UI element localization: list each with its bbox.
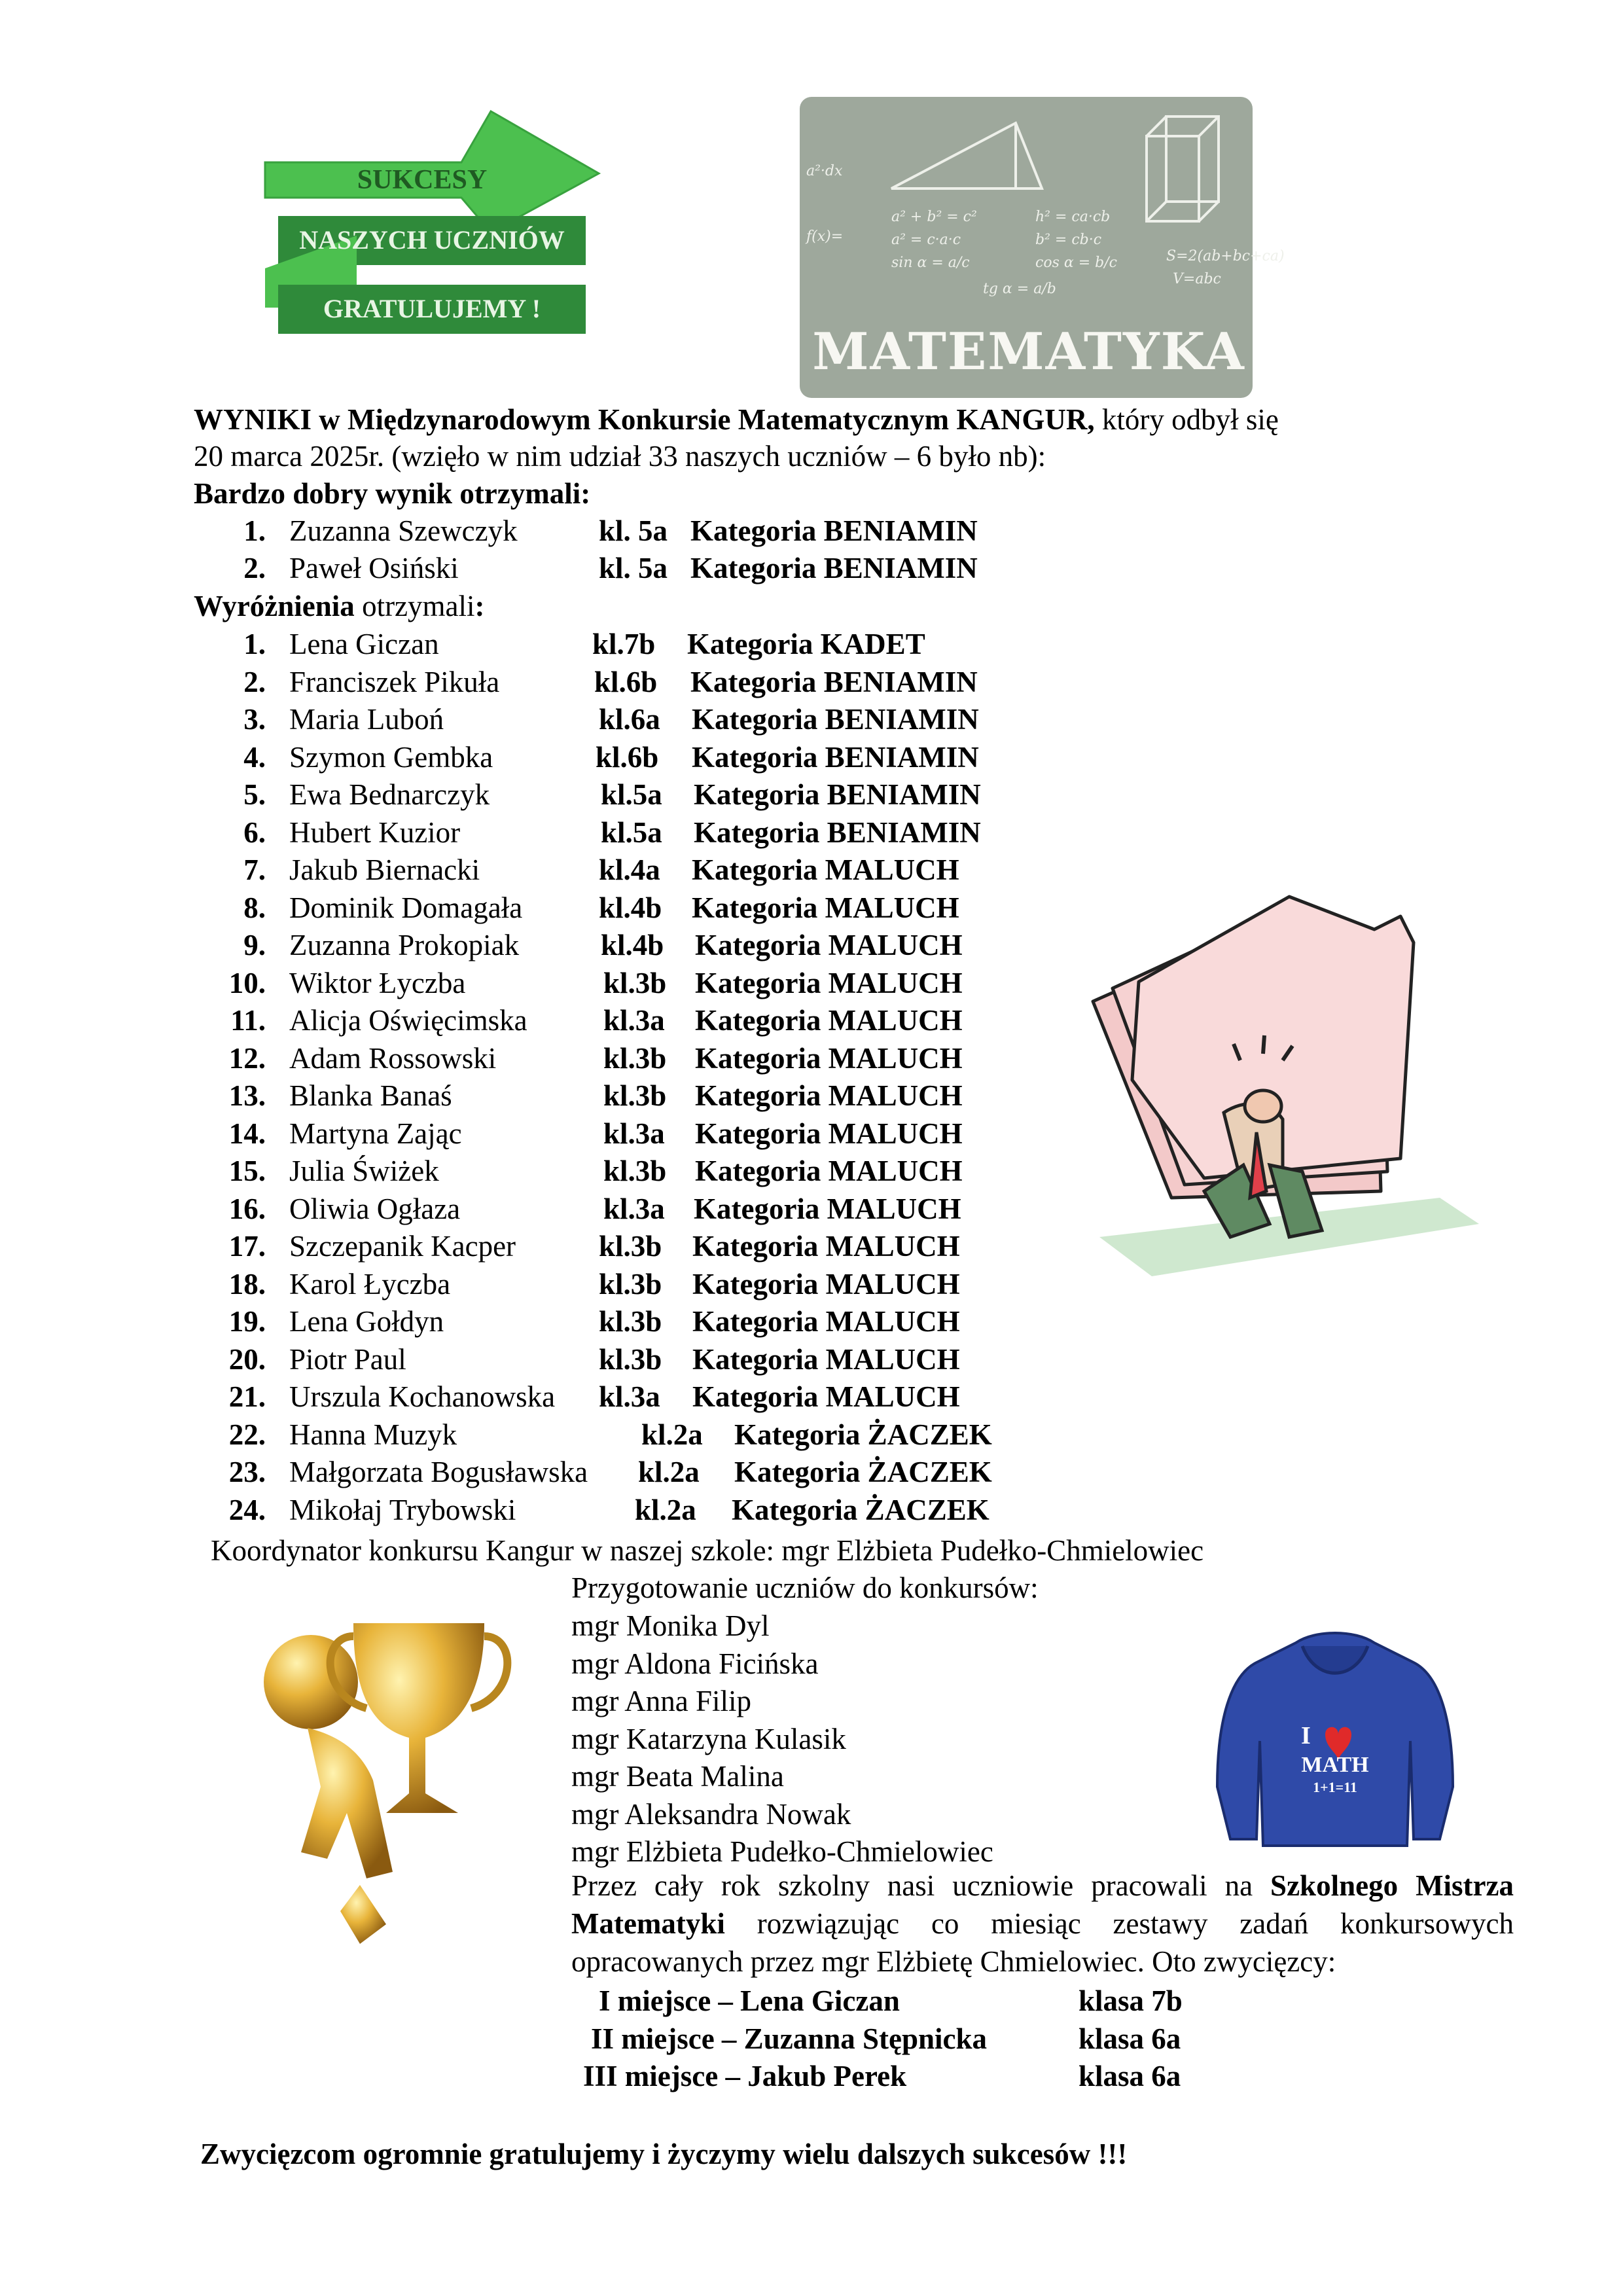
item-number: 8. — [243, 891, 266, 924]
hoodie-text-math: MATH — [1301, 1753, 1369, 1777]
teacher-name: mgr Beata Malina — [571, 1760, 784, 1793]
student-class: kl.3b — [603, 1079, 667, 1112]
student-name: Ewa Bednarczyk — [289, 778, 490, 811]
very-good-heading: Bardzo dobry wynik otrzymali: — [194, 477, 591, 510]
item-number: 9. — [243, 929, 266, 961]
intro-bold: WYNIKI w Międzynarodowym Konkursie Matematycznym KANGUR, — [194, 403, 1095, 436]
master-text-b: rozwiązując co miesiąc zestawy zadań konkursowych opracowanych przez mgr Elżbietę Chmielowiec. Oto zwycięzcy: — [571, 1907, 1514, 1978]
banner-line-1: SUKCESY — [357, 165, 488, 195]
item-number: 19. — [228, 1305, 266, 1338]
student-category: Kategoria MALUCH — [695, 967, 963, 999]
svg-text:S=2(ab+bc+ca): S=2(ab+bc+ca) — [1166, 248, 1285, 264]
master-paragraph — [571, 1867, 1514, 1981]
student-category: Kategoria MALUCH — [692, 1268, 960, 1300]
teacher-name: mgr Anna Filip — [571, 1685, 752, 1717]
winner-class: klasa 6a — [1079, 2022, 1181, 2055]
svg-text:a²·dx: a²·dx — [806, 163, 843, 179]
student-category: Kategoria BENIAMIN — [690, 666, 978, 698]
student-name: Alicja Oświęcimska — [289, 1004, 527, 1037]
intro-line-2: 20 marca 2025r. (wzięło w nim udział 33 naszych uczniów – 6 było nb): — [194, 440, 1046, 473]
student-category: Kategoria MALUCH — [695, 1117, 963, 1150]
student-name: Lena Giczan — [289, 628, 439, 660]
item-number: 21. — [228, 1380, 266, 1413]
closing-congratulations: Zwycięzcom ogromnie gratulujemy i życzymy wielu dalszych sukcesów !!! — [200, 2138, 1128, 2170]
student-name: Szczepanik Kacper — [289, 1230, 516, 1263]
item-number: 15. — [228, 1155, 266, 1187]
winner-place: II miejsce – Zuzanna Stępnicka — [591, 2022, 988, 2055]
winner-class: klasa 6a — [1079, 2060, 1181, 2092]
student-class: kl.2a — [638, 1456, 700, 1488]
student-name: Franciszek Pikuła — [289, 666, 500, 698]
student-name: Oliwia Ogłaza — [289, 1193, 461, 1225]
student-class: kl.3b — [599, 1230, 662, 1263]
item-number: 6. — [243, 816, 266, 849]
student-category: Kategoria MALUCH — [692, 1305, 960, 1338]
item-number: 2. — [243, 552, 266, 584]
item-number: 16. — [228, 1193, 266, 1225]
master-text-a: Przez cały rok szkolny nasi uczniowie pracowali na — [571, 1869, 1271, 1902]
student-category: Kategoria BENIAMIN — [694, 778, 981, 811]
student-class: kl.3a — [599, 1380, 660, 1413]
master-title: Szkolnego Mistrza Matematyki — [571, 1869, 1514, 1940]
student-class: kl.6a — [599, 703, 660, 736]
student-name: Dominik Domagała — [289, 891, 523, 924]
student-class: kl.3b — [599, 1305, 662, 1338]
student-name: Małgorzata Bogusławska — [289, 1456, 588, 1488]
student-name: Paweł Osiński — [289, 552, 459, 584]
student-class: kl.3a — [603, 1004, 665, 1037]
item-number: 13. — [228, 1079, 266, 1112]
teacher-name: mgr Elżbieta Pudełko-Chmielowiec — [571, 1835, 993, 1868]
svg-text:b² = cb·c: b² = cb·c — [1035, 232, 1102, 248]
item-number: 23. — [228, 1456, 266, 1488]
student-name: Wiktor Łyczba — [289, 967, 466, 999]
student-category: Kategoria MALUCH — [692, 891, 959, 924]
svg-text:sin α = a/c: sin α = a/c — [891, 255, 970, 271]
intro-rest: który odbył się — [1094, 403, 1279, 436]
intro-line-1 — [194, 401, 1279, 439]
student-class: kl.7b — [592, 628, 656, 660]
student-category: Kategoria MALUCH — [692, 1380, 960, 1413]
student-category: Kategoria MALUCH — [692, 1230, 960, 1263]
item-number: 12. — [228, 1042, 266, 1075]
student-category: Kategoria MALUCH — [695, 1079, 963, 1112]
teacher-name: mgr Aldona Ficińska — [571, 1647, 819, 1680]
preparation-heading: Przygotowanie uczniów do konkursów: — [571, 1571, 1039, 1604]
student-category: Kategoria BENIAMIN — [694, 816, 981, 849]
student-category: Kategoria MALUCH — [692, 853, 959, 886]
student-class: kl.2a — [641, 1418, 703, 1451]
student-name: Zuzanna Szewczyk — [289, 514, 518, 547]
student-class: kl.4b — [601, 929, 664, 961]
math-chalkboard-image — [800, 97, 1285, 398]
svg-text:a² = c·a·c: a² = c·a·c — [891, 232, 961, 248]
banner-line-3: GRATULUJEMY ! — [323, 294, 541, 323]
student-class: kl.4b — [599, 891, 662, 924]
item-number: 22. — [228, 1418, 266, 1451]
item-number: 3. — [243, 703, 266, 736]
student-name: Lena Gołdyn — [289, 1305, 444, 1338]
winner-place: I miejsce – Lena Giczan — [599, 1984, 900, 2017]
item-number: 18. — [228, 1268, 266, 1300]
distinction-heading-rest: otrzymali — [354, 590, 475, 622]
distinction-heading-colon: : — [474, 590, 485, 622]
trophy-graphic — [262, 1597, 524, 1950]
student-class: kl.6b — [594, 666, 658, 698]
banner-line-2: NASZYCH UCZNIÓW — [299, 225, 565, 255]
student-name: Karol Łyczba — [289, 1268, 451, 1300]
distinction-heading-bold: Wyróżnienia — [194, 590, 355, 622]
coordinator-text: Koordynator konkursu Kangur w naszej szkole: mgr Elżbieta Pudełko-Chmielowiec — [211, 1534, 1204, 1567]
golden-figure-trophy-clipart — [262, 1597, 524, 1950]
item-number: 1. — [243, 514, 266, 547]
student-name: Julia Świżek — [289, 1155, 439, 1187]
student-category: Kategoria BENIAMIN — [690, 552, 978, 584]
student-name: Zuzanna Prokopiak — [289, 929, 520, 961]
svg-text:h² = ca·cb: h² = ca·cb — [1035, 209, 1111, 225]
item-number: 7. — [243, 853, 266, 886]
student-class: kl.3b — [603, 1042, 667, 1075]
item-number: 11. — [230, 1004, 266, 1037]
student-category: Kategoria BENIAMIN — [692, 703, 979, 736]
student-category: Kategoria MALUCH — [695, 1155, 963, 1187]
teacher-name: mgr Aleksandra Nowak — [571, 1798, 851, 1831]
distinction-heading — [194, 587, 485, 625]
student-category: Kategoria KADET — [687, 628, 925, 660]
student-category: Kategoria ŻACZEK — [734, 1456, 992, 1488]
student-category: Kategoria ŻACZEK — [732, 1494, 990, 1526]
student-name: Piotr Paul — [289, 1343, 406, 1376]
winner-place: III miejsce – Jakub Perek — [583, 2060, 907, 2092]
student-category: Kategoria ŻACZEK — [734, 1418, 992, 1451]
student-class: kl.6b — [596, 741, 659, 774]
student-class: kl.5a — [601, 778, 662, 811]
student-category: Kategoria MALUCH — [695, 1042, 963, 1075]
item-number: 5. — [243, 778, 266, 811]
student-class: kl.4a — [599, 853, 660, 886]
student-class: kl.3a — [603, 1117, 665, 1150]
math-image-title: MATEMATYKA — [812, 322, 1245, 382]
student-name: Szymon Gembka — [289, 741, 493, 774]
item-number: 1. — [243, 628, 266, 660]
svg-text:f(x)=: f(x)= — [806, 228, 844, 245]
student-name: Jakub Biernacki — [289, 853, 480, 886]
student-category: Kategoria MALUCH — [694, 1193, 961, 1225]
math-hoodie-clipart — [1217, 1630, 1453, 1852]
item-number: 4. — [243, 741, 266, 774]
student-class: kl.3a — [603, 1193, 665, 1225]
student-class: kl.3b — [599, 1268, 662, 1300]
item-number: 2. — [243, 666, 266, 698]
student-category: Kategoria MALUCH — [695, 1004, 963, 1037]
svg-text:cos α = b/c: cos α = b/c — [1035, 255, 1117, 271]
svg-text:a² + b² = c²: a² + b² = c² — [891, 209, 977, 225]
hoodie-graphic — [1217, 1630, 1453, 1852]
student-class: kl.2a — [635, 1494, 696, 1526]
svg-text:tg α = a/b: tg α = a/b — [983, 281, 1056, 297]
student-category: Kategoria MALUCH — [695, 929, 963, 961]
student-class: kl. 5a — [599, 552, 668, 584]
item-number: 14. — [228, 1117, 266, 1150]
student-class: kl.5a — [601, 816, 662, 849]
item-number: 20. — [228, 1343, 266, 1376]
item-number: 10. — [228, 967, 266, 999]
folder-carrier-clipart — [1073, 884, 1479, 1276]
item-number: 24. — [228, 1494, 266, 1526]
hoodie-text-i: I — [1301, 1722, 1311, 1749]
teacher-name: mgr Katarzyna Kulasik — [571, 1723, 846, 1755]
item-number: 17. — [228, 1230, 266, 1263]
winner-class: klasa 7b — [1079, 1984, 1183, 2017]
student-category: Kategoria BENIAMIN — [690, 514, 978, 547]
student-name: Mikołaj Trybowski — [289, 1494, 516, 1526]
student-class: kl.3b — [603, 1155, 667, 1187]
success-banner — [265, 111, 599, 360]
folder-carrier-graphic — [1073, 884, 1479, 1276]
student-class: kl.3b — [603, 967, 667, 999]
student-category: Kategoria MALUCH — [692, 1343, 960, 1376]
student-name: Martyna Zając — [289, 1117, 462, 1150]
student-name: Maria Luboń — [289, 703, 444, 736]
student-name: Hubert Kuzior — [289, 816, 461, 849]
student-name: Urszula Kochanowska — [289, 1380, 556, 1413]
svg-text:V=abc: V=abc — [1173, 271, 1221, 287]
student-name: Blanka Banaś — [289, 1079, 452, 1112]
teacher-name: mgr Monika Dyl — [571, 1609, 770, 1642]
student-name: Hanna Muzyk — [289, 1418, 457, 1451]
hoodie-text-equation: 1+1=11 — [1313, 1779, 1357, 1795]
student-category: Kategoria BENIAMIN — [692, 741, 979, 774]
student-class: kl. 5a — [599, 514, 668, 547]
student-name: Adam Rossowski — [289, 1042, 497, 1075]
student-class: kl.3b — [599, 1343, 662, 1376]
